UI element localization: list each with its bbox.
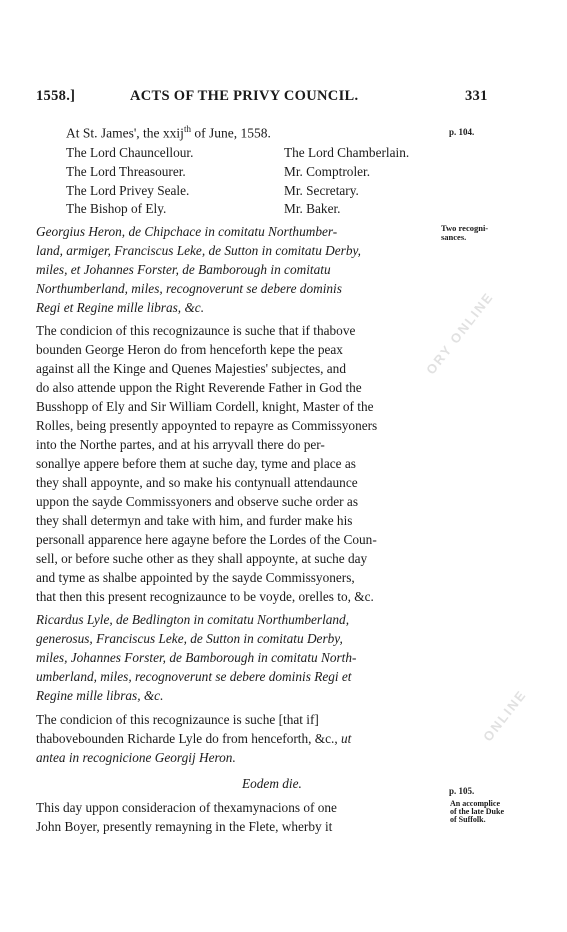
condition-line: antea in recognicione Georgij Heron. — [36, 750, 236, 765]
attendee-right: The Lord Chamberlain. — [284, 145, 410, 160]
margin-note-line: An accomplice — [450, 799, 500, 808]
header-year: 1558.] — [36, 88, 76, 104]
page-ref-105: p. 105. — [449, 786, 475, 796]
latin-line: Ricardus Lyle, de Bedlington in comitatu Northumberland, — [36, 612, 350, 627]
header-page-number: 331 — [465, 88, 488, 104]
attendee-left: The Lord Chauncellour. — [66, 145, 194, 160]
attendee-left: The Lord Privey Seale. — [66, 183, 190, 198]
condition-line: against all the Kinge and Quenes Majesties' subjectes, and — [36, 361, 346, 376]
condition-line: do also attende uppon the Right Reverende Father in God the — [36, 380, 362, 395]
session-2-line: This day uppon consideracion of thexamynacions of one — [36, 800, 337, 815]
attendee-left: The Lord Threasourer. — [66, 164, 186, 179]
attendee-right: Mr. Secretary. — [284, 183, 359, 198]
condition-text-italic: ut — [341, 731, 352, 746]
condition-line: into the Northe partes, and at his arryvall there do per- — [36, 437, 325, 452]
condition-line — [36, 731, 351, 747]
margin-note-accomplice — [450, 800, 538, 824]
watermark-text: ONLINE — [480, 686, 530, 745]
session-2-heading: Eodem die. — [242, 776, 302, 791]
attendee-right: Mr. Comptroler. — [284, 164, 371, 179]
latin-line: land, armiger, Franciscus Leke, de Sutton in comitatu Derby, — [36, 243, 361, 258]
session-heading: At St. James', the xxij$^{th}$ of June, 1558. — [66, 124, 271, 141]
condition-line: Busshopp of Ely and Sir William Cordell, knight, Master of the — [36, 399, 374, 414]
condition-line: sell, or before suche other as they shall appoynte, at suche day — [36, 551, 368, 566]
header-title: ACTS OF THE PRIVY COUNCIL. — [130, 88, 359, 104]
watermark-text: ORY ONLINE — [423, 289, 497, 378]
margin-note-line: of Suffolk. — [450, 815, 486, 824]
condition-line: they shall appoynte, and so make his contynuall attendaunce — [36, 475, 358, 490]
condition-line: and tyme as shalbe appointed by the sayde Commissyoners, — [36, 570, 355, 585]
latin-line: Regine mille libras, &c. — [36, 688, 164, 703]
latin-line: miles, et Johannes Forster, de Bamborough in comitatu — [36, 262, 331, 277]
condition-line: uppon the sayde Commissyoners and observe suche order as — [36, 494, 359, 509]
margin-note-recognisances — [441, 224, 521, 242]
condition-line: sonallye appere before them at suche day, tyme and place as — [36, 456, 356, 471]
condition-line: personall apparence here agayne before the Lordes of the Coun- — [36, 532, 377, 547]
condition-text: thabovebounden Richarde Lyle do from henceforth, &c., — [36, 731, 341, 746]
condition-line: The condicion of this recognizaunce is suche [that if] — [36, 712, 319, 727]
condition-line: The condicion of this recognizaunce is suche that if thabove — [36, 323, 356, 338]
condition-line: they shall determyn and take with him, and furder make his — [36, 513, 353, 528]
session-2-line: John Boyer, presently remayning in the Flete, wherby it — [36, 819, 333, 834]
latin-line: Regi et Regine mille libras, &c. — [36, 300, 205, 315]
latin-line: Georgius Heron, de Chipchace in comitatu Northumber- — [36, 224, 338, 239]
page-ref-104: p. 104. — [449, 127, 475, 137]
margin-note-line: of the late Duke — [450, 807, 504, 816]
attendee-right: Mr. Baker. — [284, 201, 341, 216]
latin-line: generosus, Franciscus Leke, de Sutton in comitatu Derby, — [36, 631, 343, 646]
condition-line: bounden George Heron do from henceforth kepe the peax — [36, 342, 343, 357]
latin-line: umberland, miles, recognoverunt se debere dominis Regi et — [36, 669, 352, 684]
condition-line: that then this present recognizaunce to be voyde, orelles to, &c. — [36, 589, 374, 604]
attendee-left: The Bishop of Ely. — [66, 201, 167, 216]
margin-note-line: sances. — [441, 232, 467, 242]
latin-line: miles, Johannes Forster, de Bamborough in comitatu North- — [36, 650, 357, 665]
latin-line: Northumberland, miles, recognoverunt se debere dominis — [36, 281, 342, 296]
margin-note-line: Two recogni- — [441, 223, 489, 233]
condition-line: Rolles, being presently appoynted to repayre as Commissyoners — [36, 418, 378, 433]
